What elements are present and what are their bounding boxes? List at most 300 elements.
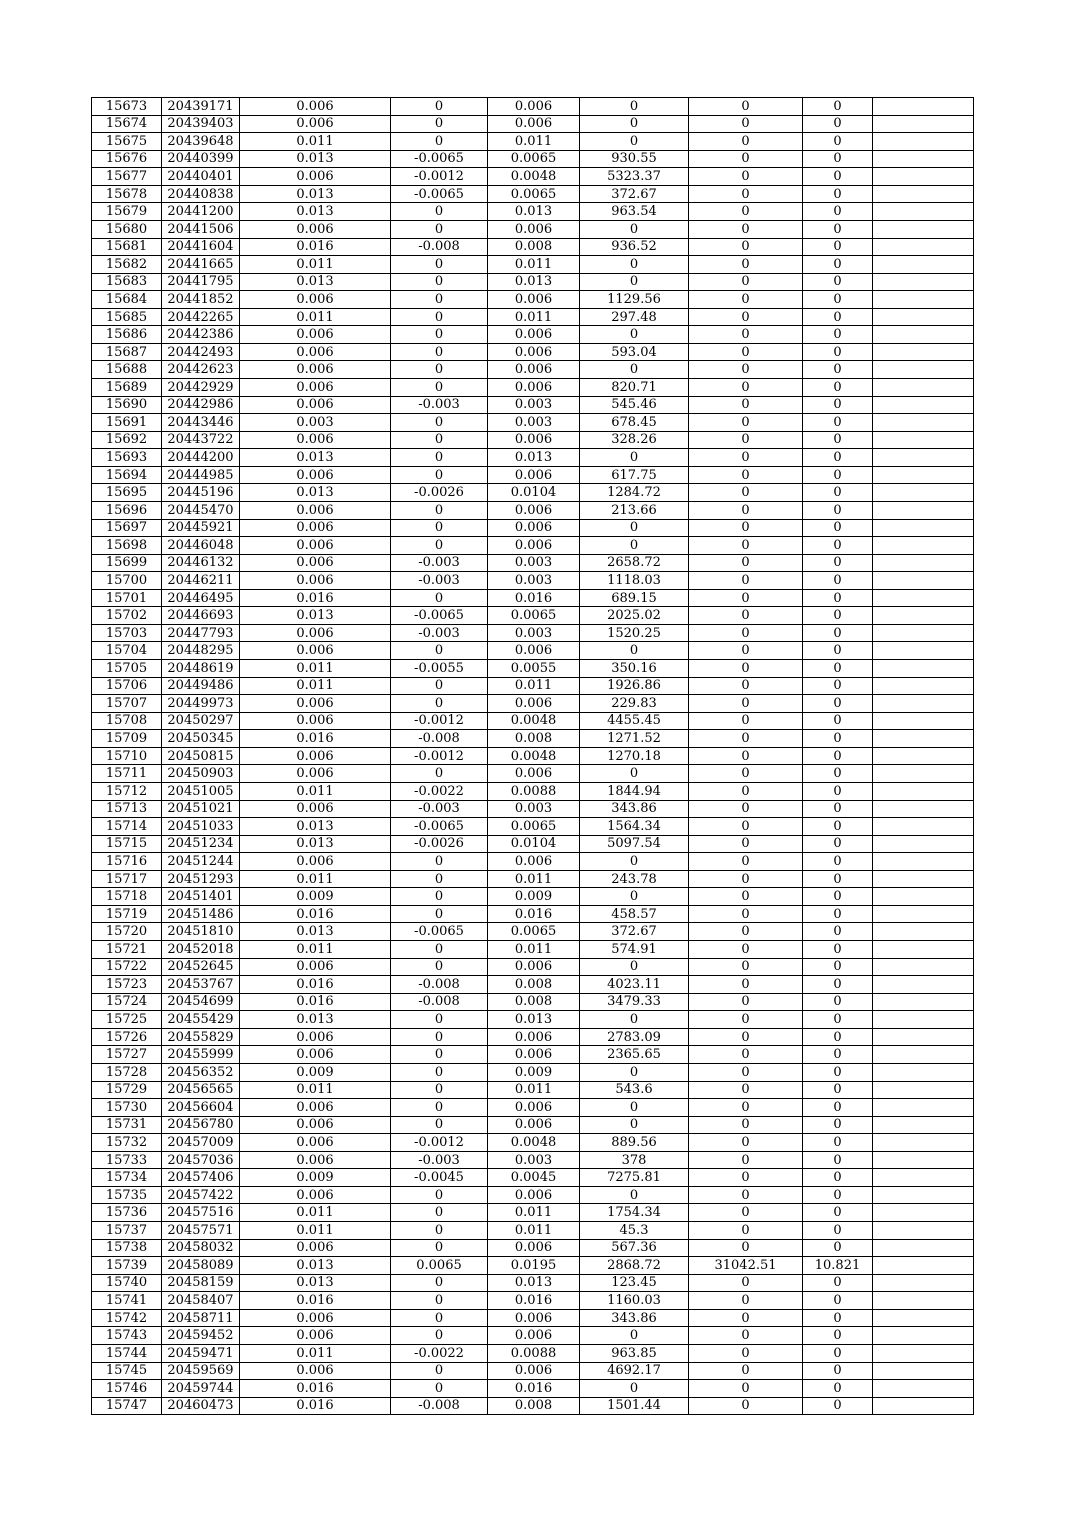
table-cell: 0.011 [240, 1081, 391, 1099]
table-row [92, 1239, 974, 1257]
table-cell: 0.006 [240, 624, 391, 642]
table-cell: 20452018 [162, 941, 240, 959]
table-cell: 0.006 [240, 572, 391, 590]
table-row [92, 730, 974, 748]
table-cell: 20442493 [162, 343, 240, 361]
table-cell: 0 [689, 379, 803, 397]
table-cell: 0 [689, 449, 803, 467]
table-cell: 0 [803, 361, 873, 379]
table-cell: 0.0065 [488, 923, 580, 941]
table-body [92, 98, 974, 1415]
table-cell: 0 [689, 993, 803, 1011]
table-cell: 0 [391, 1186, 488, 1204]
table-cell: 15685 [92, 308, 162, 326]
table-cell: 15676 [92, 150, 162, 168]
table-cell: 0 [689, 853, 803, 871]
table-cell: 0 [803, 1380, 873, 1398]
table-cell: 15717 [92, 870, 162, 888]
table-cell: 20459452 [162, 1327, 240, 1345]
table-cell: 0.016 [488, 1292, 580, 1310]
table-cell: 574.91 [580, 941, 689, 959]
table-cell: 15738 [92, 1239, 162, 1257]
table-cell: 0 [689, 677, 803, 695]
table-cell: 0 [580, 98, 689, 116]
table-cell: 0 [689, 800, 803, 818]
table-cell: 0.013 [488, 203, 580, 221]
table-cell [873, 361, 974, 379]
table-row [92, 800, 974, 818]
table-cell [873, 607, 974, 625]
table-cell: 0 [689, 730, 803, 748]
table-cell: 0 [803, 818, 873, 836]
table-cell: 372.67 [580, 185, 689, 203]
table-cell: 15707 [92, 695, 162, 713]
table-cell: 0 [689, 660, 803, 678]
table-cell [873, 1186, 974, 1204]
data-table [91, 97, 974, 1415]
table-cell: 0.006 [488, 1099, 580, 1117]
table-cell: 0.016 [240, 1397, 391, 1415]
table-cell: 20450903 [162, 765, 240, 783]
table-cell: 20453767 [162, 976, 240, 994]
table-cell: 0 [689, 1011, 803, 1029]
table-cell: 0 [689, 203, 803, 221]
table-cell: 20454699 [162, 993, 240, 1011]
table-cell: 20448295 [162, 642, 240, 660]
table-cell: 0 [391, 1239, 488, 1257]
table-cell: 0 [391, 361, 488, 379]
table-cell: 0 [391, 1011, 488, 1029]
table-cell: 20441200 [162, 203, 240, 221]
table-cell: 0 [391, 1116, 488, 1134]
table-row [92, 203, 974, 221]
table-cell: 3479.33 [580, 993, 689, 1011]
table-cell: 1270.18 [580, 747, 689, 765]
table-cell: 0 [803, 484, 873, 502]
table-cell: -0.008 [391, 976, 488, 994]
table-cell: 0.0088 [488, 1344, 580, 1362]
table-cell: 0.013 [488, 273, 580, 291]
table-cell: 0 [391, 1222, 488, 1240]
table-cell: 0 [803, 1344, 873, 1362]
table-cell: 930.55 [580, 150, 689, 168]
table-cell: 0.011 [488, 1204, 580, 1222]
table-cell: 0 [689, 291, 803, 309]
table-cell: -0.003 [391, 396, 488, 414]
table-cell [873, 273, 974, 291]
table-cell: 15735 [92, 1186, 162, 1204]
table-cell: 0 [803, 431, 873, 449]
table-cell: 0.013 [240, 484, 391, 502]
table-cell: 0 [391, 1327, 488, 1345]
table-cell: 0 [803, 941, 873, 959]
table-cell: 0 [803, 589, 873, 607]
table-cell: 0.011 [488, 308, 580, 326]
table-cell: 0 [580, 1011, 689, 1029]
table-cell: 0.006 [240, 747, 391, 765]
table-cell: 0 [803, 976, 873, 994]
table-cell: 0 [689, 343, 803, 361]
table-cell: 20439171 [162, 98, 240, 116]
table-cell: 20457009 [162, 1134, 240, 1152]
table-cell: 0 [689, 1222, 803, 1240]
table-cell [873, 115, 974, 133]
table-cell: 20444985 [162, 466, 240, 484]
table-cell: 0.006 [240, 1362, 391, 1380]
table-cell: 0.0088 [488, 782, 580, 800]
table-cell [873, 308, 974, 326]
table-cell: 15702 [92, 607, 162, 625]
table-cell: 0 [580, 256, 689, 274]
table-cell: 0 [689, 273, 803, 291]
table-row [92, 1380, 974, 1398]
table-cell: 20442986 [162, 396, 240, 414]
table-cell: 0 [580, 853, 689, 871]
table-cell: 20455999 [162, 1046, 240, 1064]
table-cell: 0 [803, 1186, 873, 1204]
table-cell: 0.016 [488, 905, 580, 923]
table-cell: 15705 [92, 660, 162, 678]
table-cell: 0.006 [488, 220, 580, 238]
table-cell: 20441506 [162, 220, 240, 238]
table-cell: 1271.52 [580, 730, 689, 748]
table-cell: 0.003 [488, 800, 580, 818]
table-cell: 0.013 [240, 923, 391, 941]
table-cell: 0 [803, 449, 873, 467]
table-cell: 0 [391, 941, 488, 959]
table-cell: 0.0065 [488, 185, 580, 203]
table-cell: 0 [689, 501, 803, 519]
table-cell: 0.006 [240, 361, 391, 379]
table-cell: 15681 [92, 238, 162, 256]
table-cell: 0 [803, 1081, 873, 1099]
table-row [92, 1274, 974, 1292]
table-cell: 0 [391, 905, 488, 923]
table-cell: 0 [689, 238, 803, 256]
table-row [92, 449, 974, 467]
table-cell: 343.86 [580, 1309, 689, 1327]
table-cell: 0 [689, 98, 803, 116]
table-cell: 0.016 [240, 1292, 391, 1310]
table-cell: 0.006 [240, 379, 391, 397]
table-cell: 15682 [92, 256, 162, 274]
table-row [92, 1134, 974, 1152]
table-cell: 0 [803, 379, 873, 397]
table-row [92, 238, 974, 256]
table-row [92, 1011, 974, 1029]
table-cell: 0.009 [488, 1063, 580, 1081]
table-cell [873, 203, 974, 221]
table-cell: 0 [391, 414, 488, 432]
table-cell: -0.0065 [391, 607, 488, 625]
table-row [92, 941, 974, 959]
table-cell: 0 [689, 431, 803, 449]
table-cell: 10.821 [803, 1257, 873, 1275]
table-cell: 0.011 [488, 677, 580, 695]
table-cell: 7275.81 [580, 1169, 689, 1187]
table-cell [873, 589, 974, 607]
table-cell: 20442623 [162, 361, 240, 379]
table-cell: 0.009 [240, 888, 391, 906]
table-cell [873, 677, 974, 695]
table-cell: 15677 [92, 168, 162, 186]
table-cell: -0.008 [391, 993, 488, 1011]
table-cell: 0 [689, 1239, 803, 1257]
table-cell: 20456604 [162, 1099, 240, 1117]
table-row [92, 765, 974, 783]
table-cell: 0 [803, 185, 873, 203]
table-cell: 0.013 [240, 1011, 391, 1029]
table-cell: 0.0065 [488, 607, 580, 625]
table-cell: 0 [689, 133, 803, 151]
table-cell: 0.0104 [488, 484, 580, 502]
table-cell: 0 [803, 572, 873, 590]
table-cell: 0 [689, 923, 803, 941]
table-cell: 0 [803, 712, 873, 730]
table-cell: 0 [689, 905, 803, 923]
table-cell: 15709 [92, 730, 162, 748]
table-cell: 543.6 [580, 1081, 689, 1099]
table-cell: 0 [689, 958, 803, 976]
table-cell: 0 [689, 414, 803, 432]
table-cell: 0.006 [240, 1134, 391, 1152]
table-cell: 0.013 [240, 607, 391, 625]
table-cell: 20451021 [162, 800, 240, 818]
table-cell: 0 [391, 537, 488, 555]
table-row [92, 1169, 974, 1187]
table-cell: 5323.37 [580, 168, 689, 186]
table-cell: 1118.03 [580, 572, 689, 590]
table-cell: 0.006 [240, 853, 391, 871]
table-cell [873, 1063, 974, 1081]
table-cell: 0 [689, 712, 803, 730]
table-cell: 0 [803, 607, 873, 625]
table-cell: 0.006 [240, 431, 391, 449]
table-cell: 0 [580, 642, 689, 660]
table-cell: 0 [391, 853, 488, 871]
table-cell [873, 554, 974, 572]
table-cell [873, 168, 974, 186]
table-row [92, 1327, 974, 1345]
table-cell: 0 [803, 958, 873, 976]
table-cell [873, 519, 974, 537]
table-cell: 15726 [92, 1028, 162, 1046]
table-cell: 15684 [92, 291, 162, 309]
table-cell: 15673 [92, 98, 162, 116]
table-cell: -0.008 [391, 1397, 488, 1415]
table-cell: 20451033 [162, 818, 240, 836]
table-cell: 0.006 [488, 765, 580, 783]
table-cell: 0.016 [240, 730, 391, 748]
table-cell: 0 [803, 203, 873, 221]
table-cell [873, 782, 974, 800]
table-cell: 0 [391, 220, 488, 238]
table-row [92, 782, 974, 800]
table-cell: 0.009 [488, 888, 580, 906]
table-cell: 0 [803, 905, 873, 923]
table-cell: 0 [391, 1099, 488, 1117]
table-cell: 15745 [92, 1362, 162, 1380]
table-cell: 0 [803, 396, 873, 414]
table-cell: 0.013 [240, 1257, 391, 1275]
table-cell: 20441604 [162, 238, 240, 256]
table-cell: 0.008 [488, 730, 580, 748]
table-cell: 0 [689, 1309, 803, 1327]
table-cell: 0.003 [488, 624, 580, 642]
table-cell [873, 396, 974, 414]
table-cell: 0.013 [240, 203, 391, 221]
table-cell: 0 [803, 782, 873, 800]
table-cell: 0.016 [240, 589, 391, 607]
table-cell: 15680 [92, 220, 162, 238]
table-cell: 0.006 [488, 343, 580, 361]
table-cell: 0 [391, 501, 488, 519]
table-row [92, 1186, 974, 1204]
table-cell [873, 1046, 974, 1064]
table-cell: 0 [803, 888, 873, 906]
table-cell: 0.006 [240, 1099, 391, 1117]
table-cell: 0 [391, 1274, 488, 1292]
table-cell [873, 905, 974, 923]
table-cell: 0 [391, 115, 488, 133]
table-cell [873, 730, 974, 748]
table-cell: 0.016 [488, 589, 580, 607]
table-cell: 0 [689, 361, 803, 379]
table-cell: 0 [689, 1292, 803, 1310]
table-cell: 0 [803, 220, 873, 238]
table-row [92, 1046, 974, 1064]
table-cell: -0.0055 [391, 660, 488, 678]
table-cell: 0.008 [488, 1397, 580, 1415]
table-cell: 15706 [92, 677, 162, 695]
table-cell: 0.011 [240, 782, 391, 800]
table-cell: 15708 [92, 712, 162, 730]
table-cell: 0.006 [240, 115, 391, 133]
table-row [92, 168, 974, 186]
table-cell: 0 [803, 870, 873, 888]
table-cell: 0 [803, 1046, 873, 1064]
table-row [92, 1397, 974, 1415]
table-cell: 0.013 [488, 449, 580, 467]
table-cell: 20459471 [162, 1344, 240, 1362]
table-cell [873, 1134, 974, 1152]
table-cell [873, 466, 974, 484]
table-cell: 15713 [92, 800, 162, 818]
table-cell: 15696 [92, 501, 162, 519]
table-cell: 0 [803, 1169, 873, 1187]
table-cell: 0 [689, 941, 803, 959]
table-cell: 0 [689, 1063, 803, 1081]
table-cell: 20446211 [162, 572, 240, 590]
table-cell: 20458159 [162, 1274, 240, 1292]
table-cell: 0 [803, 308, 873, 326]
table-cell: 0 [391, 291, 488, 309]
table-cell: 0.016 [240, 976, 391, 994]
table-cell: 0.011 [240, 1204, 391, 1222]
table-cell: 0 [803, 853, 873, 871]
table-row [92, 291, 974, 309]
table-cell: 1844.94 [580, 782, 689, 800]
table-cell: 20451486 [162, 905, 240, 923]
table-row [92, 115, 974, 133]
table-cell: 0 [803, 835, 873, 853]
table-row [92, 905, 974, 923]
table-cell: 20450815 [162, 747, 240, 765]
table-cell: 15743 [92, 1327, 162, 1345]
table-cell [873, 1011, 974, 1029]
table-row [92, 361, 974, 379]
table-cell: 0 [803, 466, 873, 484]
table-cell: 15675 [92, 133, 162, 151]
table-cell: -0.003 [391, 1151, 488, 1169]
table-cell: -0.0026 [391, 484, 488, 502]
table-cell: 0.006 [240, 1239, 391, 1257]
table-cell: 0 [391, 1028, 488, 1046]
table-cell: 15716 [92, 853, 162, 871]
table-cell: 15712 [92, 782, 162, 800]
table-cell: 0 [391, 589, 488, 607]
table-cell: 0.003 [488, 554, 580, 572]
table-cell: 0.006 [488, 958, 580, 976]
table-cell: 0 [689, 1186, 803, 1204]
table-row [92, 537, 974, 555]
table-cell: 0.006 [488, 537, 580, 555]
table-row [92, 1362, 974, 1380]
table-cell: 0.011 [488, 941, 580, 959]
table-cell: 0 [689, 747, 803, 765]
table-cell: 20451005 [162, 782, 240, 800]
table-cell [873, 888, 974, 906]
table-cell [873, 1204, 974, 1222]
table-row [92, 624, 974, 642]
table-cell: 0.016 [240, 905, 391, 923]
table-cell: 0 [803, 1116, 873, 1134]
table-cell: 0 [689, 835, 803, 853]
table-cell: 0 [391, 1204, 488, 1222]
table-cell: 0 [803, 1099, 873, 1117]
table-cell: 2365.65 [580, 1046, 689, 1064]
table-cell: 0.003 [240, 414, 391, 432]
table-cell: 889.56 [580, 1134, 689, 1152]
table-cell: 0 [803, 326, 873, 344]
table-cell: 0 [803, 993, 873, 1011]
table-cell: 0 [689, 1327, 803, 1345]
table-cell: 15730 [92, 1099, 162, 1117]
table-cell: -0.003 [391, 554, 488, 572]
table-cell: 0.016 [240, 993, 391, 1011]
table-cell [873, 1397, 974, 1415]
table-cell: 343.86 [580, 800, 689, 818]
table-row [92, 712, 974, 730]
table-cell: 0 [689, 589, 803, 607]
table-cell: 0 [689, 220, 803, 238]
table-row [92, 519, 974, 537]
table-cell: 0 [803, 624, 873, 642]
table-cell [873, 624, 974, 642]
table-cell: 20440401 [162, 168, 240, 186]
table-cell: 229.83 [580, 695, 689, 713]
table-cell: 0 [391, 1046, 488, 1064]
table-cell: 0 [391, 133, 488, 151]
table-cell: 0.013 [240, 150, 391, 168]
table-cell: 20458407 [162, 1292, 240, 1310]
table-cell: 0.006 [240, 554, 391, 572]
table-row [92, 923, 974, 941]
table-cell: 0 [689, 1380, 803, 1398]
table-cell: 20442386 [162, 326, 240, 344]
table-row [92, 607, 974, 625]
table-cell: 0 [803, 1028, 873, 1046]
